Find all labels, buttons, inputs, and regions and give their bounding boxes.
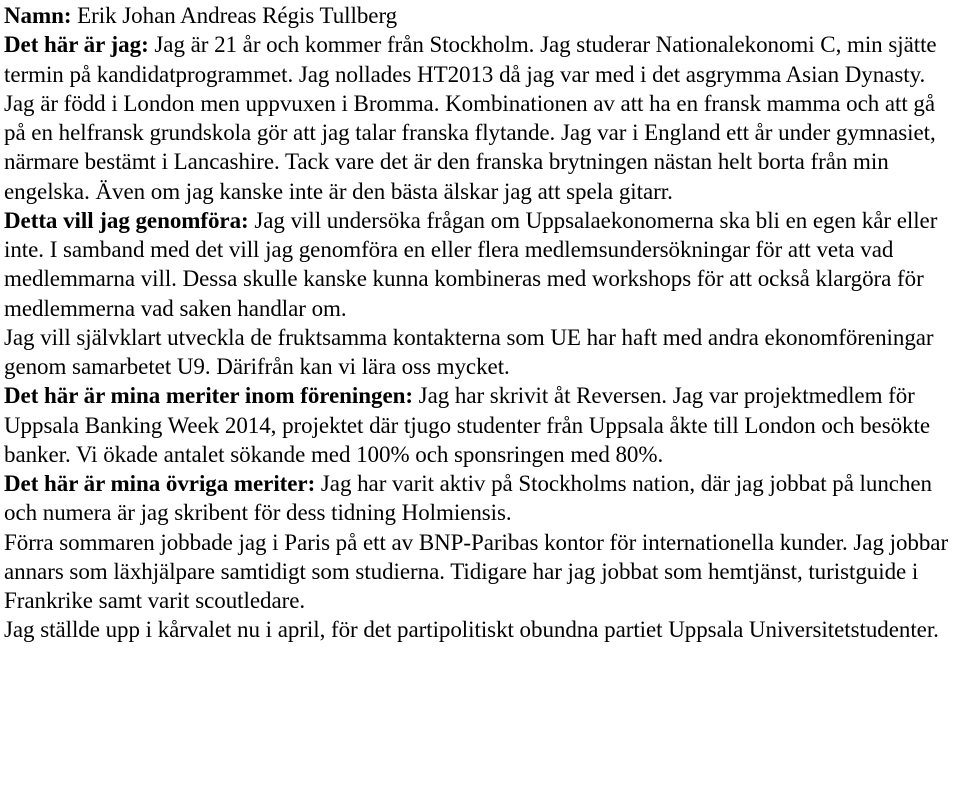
association-merits-paragraph [4,381,960,469]
goals-continued-text: Jag vill självklart utveckla de fruktsamma kontakterna som UE har haft med andra ekonomföreningar genom samarbetet U9. Därifrån kan vi lära oss mycket. [4,324,934,379]
other-merits-label: Det här är mina övriga meriter: [4,471,316,496]
goals-continued-paragraph [4,323,960,382]
election-text: Jag ställde upp i kårvalet nu i april, för det partipolitiskt obundna partiet Uppsala Universitetstudenter. [4,617,939,643]
goals-paragraph [4,206,960,323]
work-experience-text: Förra sommaren jobbade jag i Paris på ett av BNP-Paribas kontor för internationella kunder. Jag jobbar annars som läxhjälpare samtidigt som studierna. Tidigare har jag jobbat som hemtjänst, turistguide i Frankrike samt varit scoutledare. [4,529,949,613]
election-paragraph [4,615,960,644]
other-merits-paragraph [4,469,960,528]
name-paragraph [4,1,960,30]
other-merits-text: Jag har varit aktiv på Stockholms nation, där jag jobbat på lunchen och numera är jag skribent för dess tidning Holmiensis. [4,471,933,526]
name-label: Namn: [4,3,72,28]
about-label: Det här är jag: [4,32,149,58]
about-paragraph [4,30,960,206]
about-text: Jag är 21 år och kommer från Stockholm. Jag studerar Nationalekonomi C, min sjätte termin på kandidatprogrammet. Jag nollades HT2013 då jag var med i det asgrymma Asian Dynasty. Jag är född i London men uppvuxen i Bromma. Kombinationen av att ha en fransk mamma och att gå på en helfransk grundskola gör att jag talar franska flytande. Jag var i England ett år under gymnasiet, närmare bestämt i Lancashire. Tack vare det är den franska brytningen nästan helt borta från min engelska. Även om jag kanske inte är den bästa älskar jag att spela gitarr. [4,32,937,204]
name-text: Erik Johan Andreas Régis Tullberg [71,3,398,28]
association-merits-label: Det här är mina meriter inom föreningen: [4,383,413,409]
goals-label: Detta vill jag genomföra: [4,207,249,233]
association-merits-text: Jag har skrivit åt Reversen. Jag var projektmedlem för Uppsala Banking Week 2014, projektet där tjugo studenter från Uppsala åkte till London och besökte banker. Vi ökade antalet sökande med 100% och sponsringen med 80%. [4,383,931,467]
goals-text: Jag vill undersöka frågan om Uppsalaekonomerna ska bli en egen kår eller inte. I samband med det vill jag genomföra en eller flera medlemsundersökningar för att veta vad medlemmarna vill. Dessa skulle kanske kunna kombineras med workshops för att också klargöra för medlemmerna vad saken handlar om. [4,207,938,321]
work-experience-paragraph [4,528,960,616]
